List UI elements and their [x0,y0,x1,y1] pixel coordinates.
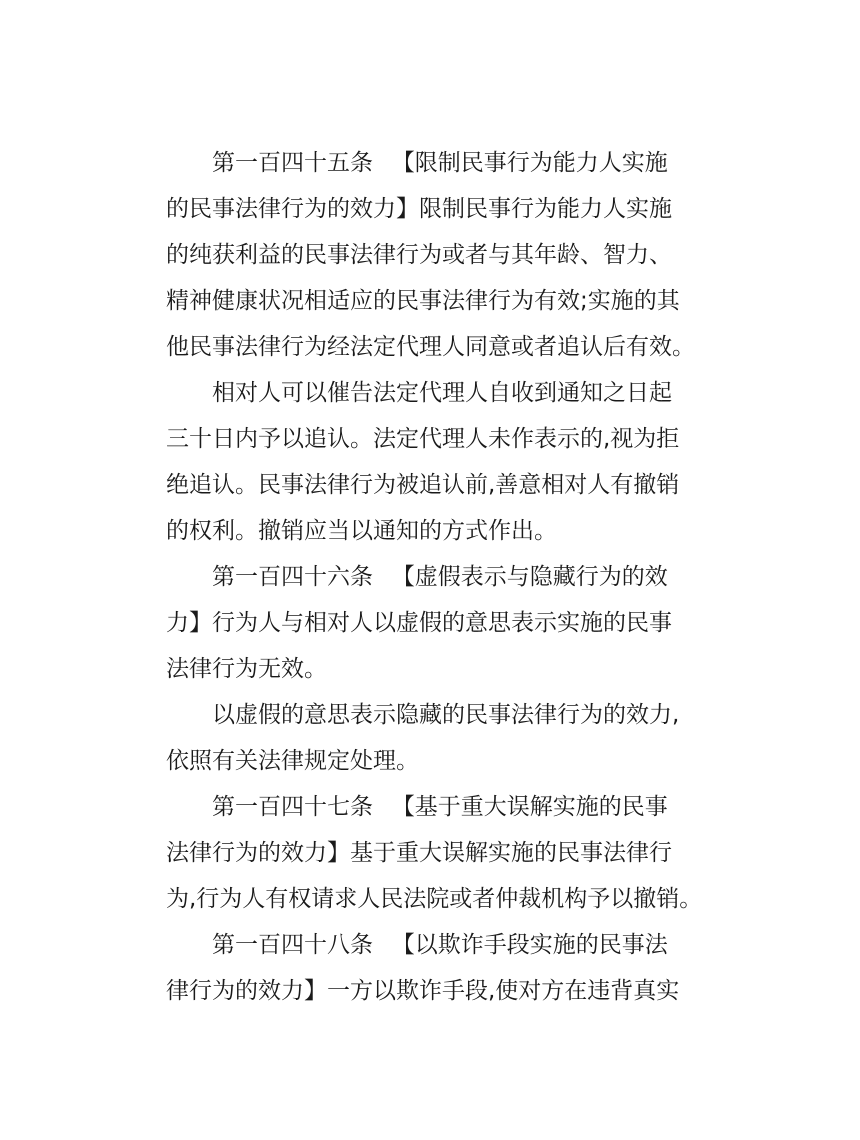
text-line: 他民事法律行为经法定代理人同意或者追认后有效。 [166,334,695,360]
document-body [166,140,726,1014]
text-line: 第一百四十七条 【基于重大误解实施的民事 [212,794,668,820]
text-line: 第一百四十八条 【以欺诈手段实施的民事法 [212,932,668,958]
text-line: 法律行为无效。 [166,656,327,682]
text-line: 法律行为的效力】基于重大误解实施的民事法律行 [166,840,672,866]
text-line: 精神健康状况相适应的民事法律行为有效;实施的其 [166,288,680,314]
text-line: 第一百四十六条 【虚假表示与隐藏行为的效 [212,564,668,590]
text-line: 三十日内予以追认。法定代理人未作表示的,视为拒 [166,426,680,452]
text-line: 相对人可以催告法定代理人自收到通知之日起 [212,380,672,406]
text-line: 绝追认。民事法律行为被追认前,善意相对人有撤销 [166,472,680,498]
text-line: 以虚假的意思表示隐藏的民事法律行为的效力, [212,702,680,728]
text-line: 第一百四十五条 【限制民事行为能力人实施 [212,150,668,176]
text-line: 的民事法律行为的效力】限制民事行为能力人实施 [166,196,672,222]
text-line: 为,行为人有权请求人民法院或者仲裁机构予以撤销。 [166,886,703,912]
text-line: 依照有关法律规定处理。 [166,748,419,774]
text-line: 力】行为人与相对人以虚假的意思表示实施的民事 [166,610,672,636]
text-line: 的权利。撤销应当以通知的方式作出。 [166,518,557,544]
text-line: 律行为的效力】一方以欺诈手段,使对方在违背真实 [166,978,680,1004]
text-line: 的纯获利益的民事法律行为或者与其年龄、智力、 [166,242,672,268]
